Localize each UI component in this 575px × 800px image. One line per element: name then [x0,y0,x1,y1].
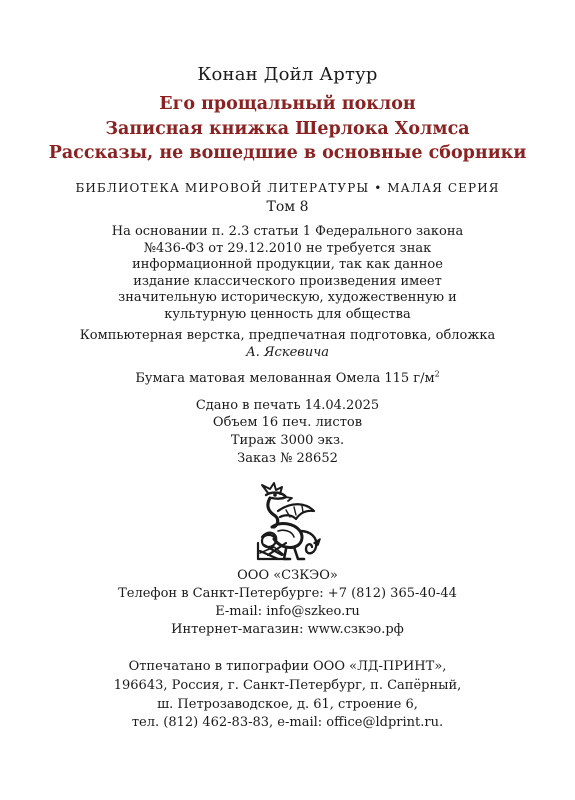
order-number: Заказ № 28652 [237,451,338,466]
series-name: БИБЛИОТЕКА МИРОВОЙ ЛИТЕРАТУРЫ • МАЛАЯ СЕРИЯ [75,181,500,195]
credits-name: А. Яскевича [245,345,330,360]
book-title-3: Рассказы, не вошедшие в основные сборники [48,143,527,163]
signed-date: Сдано в печать 14.04.2025 [195,398,380,413]
author-name: Конан Дойл Артур [197,64,378,85]
paper-info [0,371,575,386]
credits-label: Компьютерная верстка, предпечатная подготовка, обложка [79,328,496,343]
publisher-name: ООО «СЗКЭО» [237,568,338,583]
printer-line-2: 196643, Россия, г. Санкт-Петербург, п. Сапёрный, [113,678,462,693]
print-volume: Объем 16 печ. листов [212,415,363,430]
publisher-phone: Телефон в Санкт-Петербурге: +7 (812) 365-40-44 [118,586,457,601]
legal-notice: На основании п. 2.3 статьи 1 Федерального закона №436-ФЗ от 29.12.2010 не требуется знак информационной продукции, так как данное издание классического произведения имеет значительную историческую, художественную и культурную ценность для общества [111,224,464,322]
book-title-1: Его прощальный поклон [159,94,416,114]
paper-text: Бумага матовая мелованная Омела 115 г/м [135,371,435,386]
publisher-email: E-mail: info@szkeo.ru [215,604,360,619]
print-run: Тираж 3000 экз. [230,433,345,448]
book-title-2: Записная книжка Шерлока Холмса [105,119,470,139]
printer-line-3: ш. Петрозаводское, д. 61, строение 6, [157,697,418,712]
volume-number: Том 8 [266,199,309,215]
printer-line-4: тел. (812) 462-83-83, e-mail: office@ldprint.ru. [131,715,444,730]
publisher-shop: Интернет-магазин: www.сзкэо.рф [171,622,404,637]
printer-line-1: Отпечатано в типографии ООО «ЛД-ПРИНТ», [128,659,447,674]
dragon-emblem-icon [248,481,324,563]
paper-superscript: 2 [434,369,440,379]
